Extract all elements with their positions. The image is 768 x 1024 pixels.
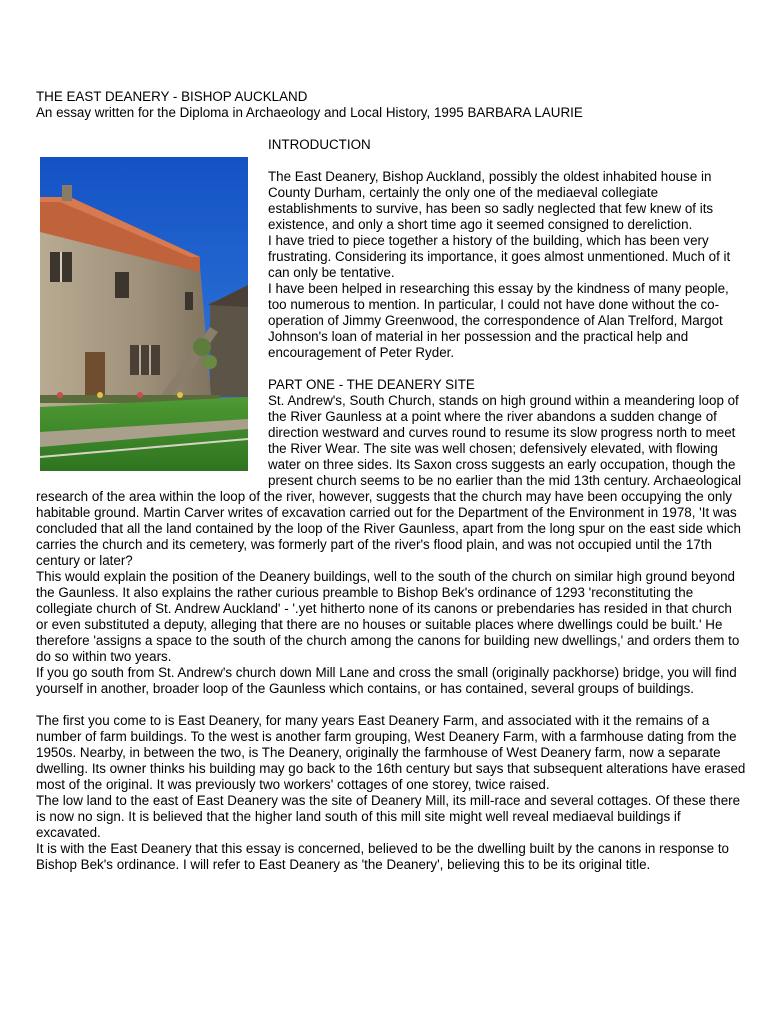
introduction-heading: INTRODUCTION: [268, 137, 371, 152]
part-one-heading: PART ONE - THE DEANERY SITE: [268, 377, 475, 392]
intro-paragraph: The East Deanery, Bishop Auckland, possibly the oldest inhabited house in County Durham, certainly the only one of the mediaeval collegiate establishments to survive, has been so sadly neglected that few knew of its existence, and only a short time ago it seemed consigned to dereliction.: [268, 169, 714, 232]
body-paragraph: The low land to the east of East Deanery was the site of Deanery Mill, its mill-race and several cottages. Of these there is now no sign. It is believed that the higher land south of this mill site might well reveal mediaeval buildings if excavated.: [36, 793, 741, 840]
east-deanery-photo: [40, 157, 248, 471]
document-title: THE EAST DEANERY - BISHOP AUCKLAND: [36, 89, 308, 104]
part-one-paragraph: This would explain the position of the Deanery buildings, well to the south of the church on similar high ground beyond the Gaunless. It also explains the rather curious preamble to Bishop Bek's ordinance of 1293 'reconstituting the collegiate church of St. Andrew Auckland' - '.yet hitherto none of its canons or prebendaries has resided in that church or even substituted a deputy, alleging that there are no houses or suitable places where dwellings could be built.' He therefore 'assigns a space to the south of the church among the canons for building new dwellings,' and orders them to do so within two years.: [36, 569, 740, 664]
body-paragraph: The first you come to is East Deanery, for many years East Deanery Farm, and associated with it the remains of a number of farm buildings. To the west is another farm grouping, West Deanery Farm, with a farmhouse dating from the 1950s. Nearby, in between the two, is The Deanery, originally the farmhouse of West Deanery farm, now a separate dwelling. Its owner thinks his building may go back to the 16th century but says that subsequent alterations have erased most of the original. It was previously two workers' cottages of one storey, twice raised.: [36, 713, 746, 792]
document-page: [36, 89, 746, 873]
part-one-paragraph: If you go south from St. Andrew's church down Mill Lane and cross the small (originally packhorse) bridge, you will find yourself in another, broader loop of the Gaunless which contains, or has contained, several groups of buildings.: [36, 665, 737, 696]
intro-paragraph: I have tried to piece together a history of the building, which has been very frustrating. Considering its importance, it goes almost unmentioned. Much of it can only be tentative.: [268, 233, 731, 280]
body-paragraph: It is with the East Deanery that this essay is concerned, believed to be the dwelling built by the canons in response to Bishop Bek's ordinance. I will refer to East Deanery as 'the Deanery', believing this to be its original title.: [36, 841, 729, 872]
document-subtitle: An essay written for the Diploma in Archaeology and Local History, 1995 BARBARA LAURIE: [36, 105, 583, 120]
intro-paragraph: I have been helped in researching this essay by the kindness of many people, too numerous to mention. In particular, I could not have done without the co-operation of Jimmy Greenwood, the correspondence of Alan Trelford, Margot Johnson's loan of material in her possession and the practical help and encouragement of Peter Ryder.: [268, 281, 729, 360]
part-one-paragraph: St. Andrew's, South Church, stands on high ground within a meandering loop of the River Gaunless at a point where the river abandons a sudden change of direction westward and curves round to resume its slow progress north to meet the River Wear. The site was well chosen; defensively elevated, with flowing water on three sides. Its Saxon cross suggests an early occupation, though the present church seems to be no earlier than the mid 13th century. Archaeological research of the area within the loop of the river, however, suggests that the church may have been occupying the only habitable ground. Martin Carver writes of excavation carried out for the Department of the Environment in 1978, 'It was concluded that all the land contained by the loop of the River Gaunless, apart from the long spur on the east side which carries the church and its cemetery, was formerly part of the river's flood plain, and was not occupied until the 17th century or later?: [36, 393, 742, 568]
